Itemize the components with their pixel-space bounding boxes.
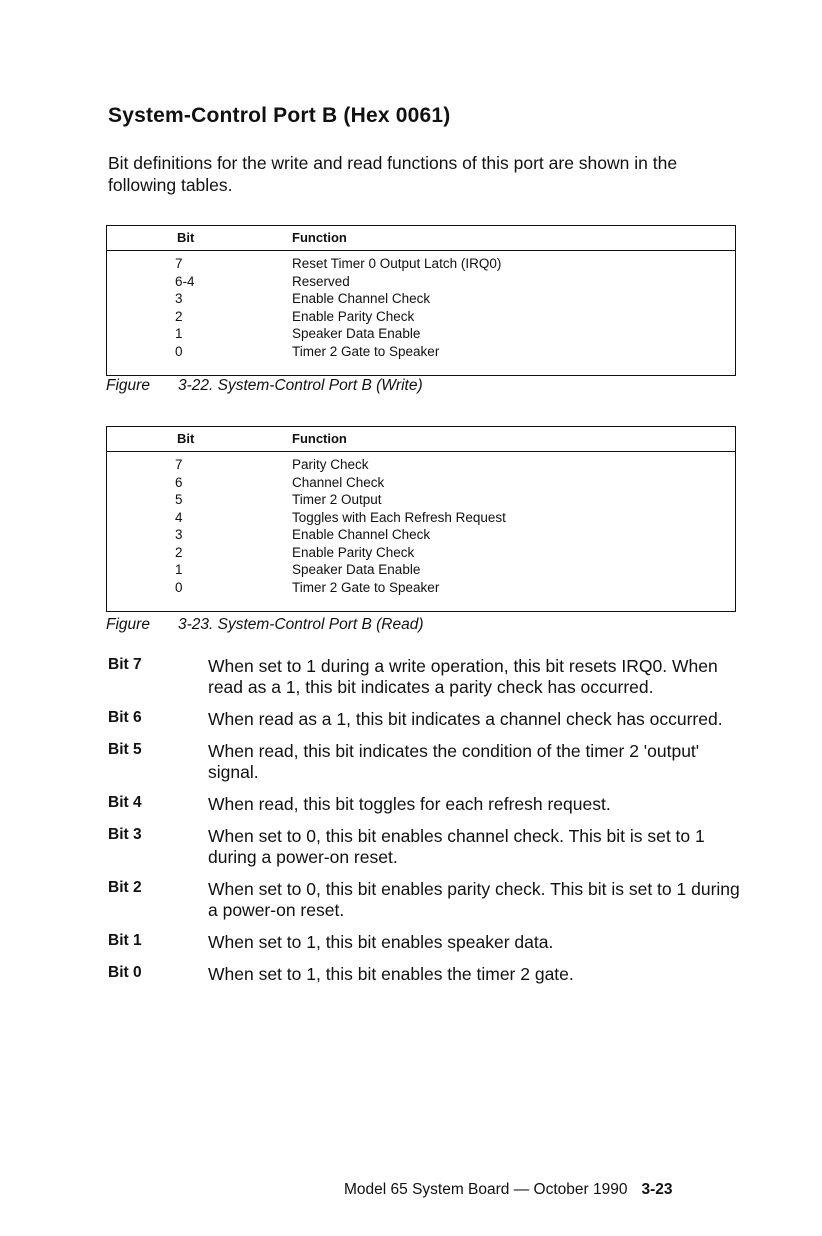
write-table-function-cell: Reset Timer 0 Output Latch (IRQ0): [292, 256, 502, 271]
bit-definition-text: When set to 1, this bit enables speaker data.: [208, 932, 554, 952]
write-table-row: [107, 274, 735, 292]
read-table-function-cell: Timer 2 Gate to Speaker: [292, 579, 440, 595]
write-table-bit-cell: 0: [175, 343, 183, 359]
write-table-body: [107, 251, 735, 361]
bit-definitions: [108, 656, 748, 996]
bit-definition: [108, 879, 748, 921]
write-table-bit-cell: 7: [175, 256, 183, 271]
bit-definition-term: Bit 3: [108, 826, 142, 843]
read-table-row: [107, 457, 735, 475]
write-table-function-header: Function: [292, 230, 347, 245]
bit-definition-term: Bit 1: [108, 932, 142, 949]
bit-definition-text: When read, this bit indicates the condition of the timer 2 'output' signal.: [208, 741, 700, 782]
write-table-bit-cell: 1: [175, 326, 183, 341]
read-table-bit-cell: 3: [175, 527, 183, 542]
read-table-function-cell: Parity Check: [292, 457, 369, 472]
bit-definition-term: Bit 4: [108, 794, 142, 811]
read-table-bit-header: Bit: [177, 431, 195, 446]
bit-definition: [108, 741, 748, 783]
bit-definition: [108, 964, 748, 985]
read-table-function-header: Function: [292, 431, 347, 446]
read-table-body: [107, 452, 735, 597]
read-table-row: [107, 475, 735, 493]
write-table-function-cell: Speaker Data Enable: [292, 326, 421, 341]
read-caption-label: Figure: [106, 616, 150, 633]
page-title: System-Control Port B (Hex 0061): [108, 104, 451, 127]
read-table-function-cell: Channel Check: [292, 474, 385, 490]
write-table-row: [107, 326, 735, 344]
bit-definition-term: Bit 2: [108, 879, 142, 896]
write-table-caption: [106, 377, 423, 395]
read-table-header: [107, 427, 735, 452]
write-table-row: [107, 344, 735, 362]
bit-definition-term: Bit 5: [108, 741, 142, 758]
read-table-bit-cell: 4: [175, 509, 183, 525]
bit-definition-term: Bit 6: [108, 709, 142, 726]
write-table-bit-cell: 3: [175, 291, 183, 306]
write-table-function-cell: Timer 2 Gate to Speaker: [292, 343, 440, 359]
write-table-function-cell: Enable Channel Check: [292, 291, 431, 306]
read-table-bit-cell: 0: [175, 579, 183, 595]
write-table-row: [107, 309, 735, 327]
write-table-function-cell: Reserved: [292, 273, 350, 289]
read-table-function-cell: Timer 2 Output: [292, 492, 382, 507]
read-table-bit-cell: 1: [175, 562, 183, 577]
write-table-bit-header: Bit: [177, 230, 195, 245]
read-table-caption: [106, 616, 424, 634]
read-table-row: [107, 492, 735, 510]
intro-paragraph: Bit definitions for the write and read functions of this port are shown in the following tables.: [108, 153, 678, 195]
write-table-row: [107, 256, 735, 274]
read-table-bit-cell: 7: [175, 457, 183, 472]
bit-definition: [108, 794, 748, 815]
footer-text: Model 65 System Board — October 1990: [344, 1181, 628, 1198]
write-table-function-cell: Enable Parity Check: [292, 308, 415, 324]
write-table-header: [107, 226, 735, 251]
read-table-bit-cell: 2: [175, 544, 183, 560]
bit-definition-text: When set to 0, this bit enables channel check. This bit is set to 1 during a power-on reset.: [208, 826, 705, 867]
bit-definition-text: When read, this bit toggles for each refresh request.: [208, 794, 611, 814]
read-table-bit-cell: 6: [175, 474, 183, 490]
read-table-row: [107, 580, 735, 598]
write-table-bit-cell: 6-4: [175, 273, 195, 289]
bit-definition-term: Bit 7: [108, 656, 142, 673]
bit-definition: [108, 709, 748, 730]
read-table-bit-cell: 5: [175, 492, 183, 507]
bit-definition-term: Bit 0: [108, 964, 142, 981]
write-caption-text: 3-22. System-Control Port B (Write): [178, 377, 423, 394]
read-table: [106, 426, 736, 612]
bit-definition-text: When set to 1 during a write operation, this bit resets IRQ0. When read as a 1, this bit indicates a parity check has occurred.: [208, 656, 718, 697]
write-table-row: [107, 291, 735, 309]
page-number: 3-23: [641, 1181, 673, 1198]
read-table-row: [107, 527, 735, 545]
bit-definition-text: When read as a 1, this bit indicates a channel check has occurred.: [208, 709, 723, 729]
write-caption-label: Figure: [106, 377, 150, 394]
bit-definition-text: When set to 1, this bit enables the timer 2 gate.: [208, 964, 574, 984]
write-table: [106, 225, 736, 376]
bit-definition: [108, 656, 748, 698]
bit-definition: [108, 932, 748, 953]
read-table-function-cell: Toggles with Each Refresh Request: [292, 509, 506, 525]
read-table-row: [107, 562, 735, 580]
bit-definition: [108, 826, 748, 868]
read-table-function-cell: Enable Parity Check: [292, 544, 415, 560]
read-table-row: [107, 545, 735, 563]
read-table-row: [107, 510, 735, 528]
write-table-bit-cell: 2: [175, 308, 183, 324]
read-table-function-cell: Enable Channel Check: [292, 527, 431, 542]
page-footer: [344, 1181, 672, 1199]
read-caption-text: 3-23. System-Control Port B (Read): [178, 616, 424, 633]
read-table-function-cell: Speaker Data Enable: [292, 562, 421, 577]
bit-definition-text: When set to 0, this bit enables parity check. This bit is set to 1 during a power-on reset.: [208, 879, 740, 920]
